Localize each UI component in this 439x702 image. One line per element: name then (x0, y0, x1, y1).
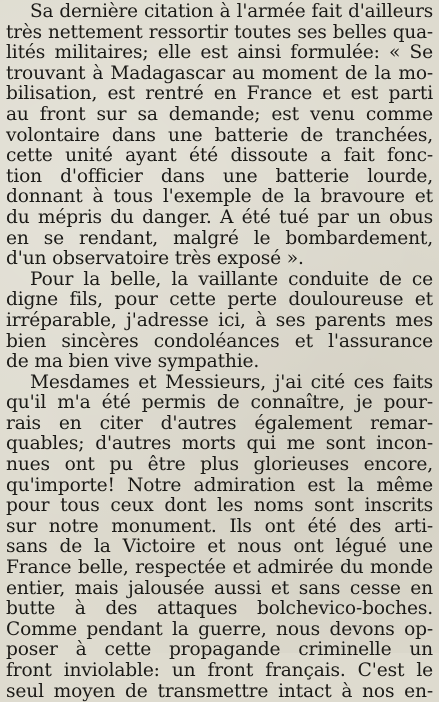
text-line: donnant à tous l'exemple de la bravoure et (6, 186, 433, 208)
text-line: sans de la Victoire et nous ont légué une (6, 536, 433, 558)
text-line: sur notre monument. Ils ont été des arti- (6, 515, 433, 537)
text-line: volontaire dans une batterie de tranchées, (6, 124, 433, 146)
text-line: du mépris du danger. A été tué par un obus (6, 206, 433, 228)
text-line: bien sincères condoléances et l'assurance (6, 330, 433, 352)
text-line: seul moyen de transmettre intact à nos en- (6, 680, 433, 702)
text-line: de ma bien vive sympathie. (6, 351, 260, 373)
text-line: entier, mais jalousée aussi et sans cesse en (6, 577, 433, 599)
text-line: Pour la belle, la vaillante conduite de ce (30, 268, 433, 290)
text-line: quables; d'autres morts qui me sont incon- (6, 433, 433, 455)
text-line: lités militaires; elle est ainsi formulée: « Se (6, 42, 433, 64)
text-line: au front sur sa demande; est venu comme (6, 103, 433, 125)
text-line: tion d'officier dans une batterie lourde, (6, 165, 433, 187)
text-line: qu'il m'a été permis de connaître, je pour- (6, 392, 433, 414)
text-line: pour tous ceux dont les noms sont inscrits (6, 495, 433, 517)
text-line: en se rendant, malgré le bombardement, (6, 227, 433, 249)
text-line: butte à des attaques bolchevico-boches. (6, 598, 433, 620)
text-line: front inviolable: un front français. C'est le (6, 660, 433, 681)
text-line: irréparable, j'adresse ici, à ses parents mes (6, 309, 433, 331)
text-line: Comme pendant la guerre, nous devons op- (6, 618, 433, 640)
text-line: Sa dernière citation à l'armée fait d'ailleurs (30, 1, 433, 22)
text-line: cette unité ayant été dissoute a fait fonc- (6, 145, 433, 167)
text-line: France belle, respectée et admirée du monde (6, 557, 433, 579)
text-line: digne fils, pour cette perte douloureuse et (6, 289, 433, 311)
text-line: bilisation, est rentré en France et est parti (6, 83, 433, 105)
text-line: très nettement ressortir toutes ses belles qua- (6, 21, 433, 43)
text-line: trouvant à Madagascar au moment de la mo- (6, 62, 433, 84)
text-line: poser à cette propagande criminelle un (6, 639, 433, 661)
text-line: d'un observatoire très exposé ». (6, 248, 304, 270)
article-column (6, 2, 433, 702)
text-line: nues ont pu être plus glorieuses encore, (6, 454, 433, 476)
text-line: rais en citer d'autres également remar- (6, 412, 433, 434)
text-line: qu'importe! Notre admiration est la même (6, 474, 433, 496)
text-line: Mesdames et Messieurs, j'ai cité ces faits (30, 371, 433, 393)
